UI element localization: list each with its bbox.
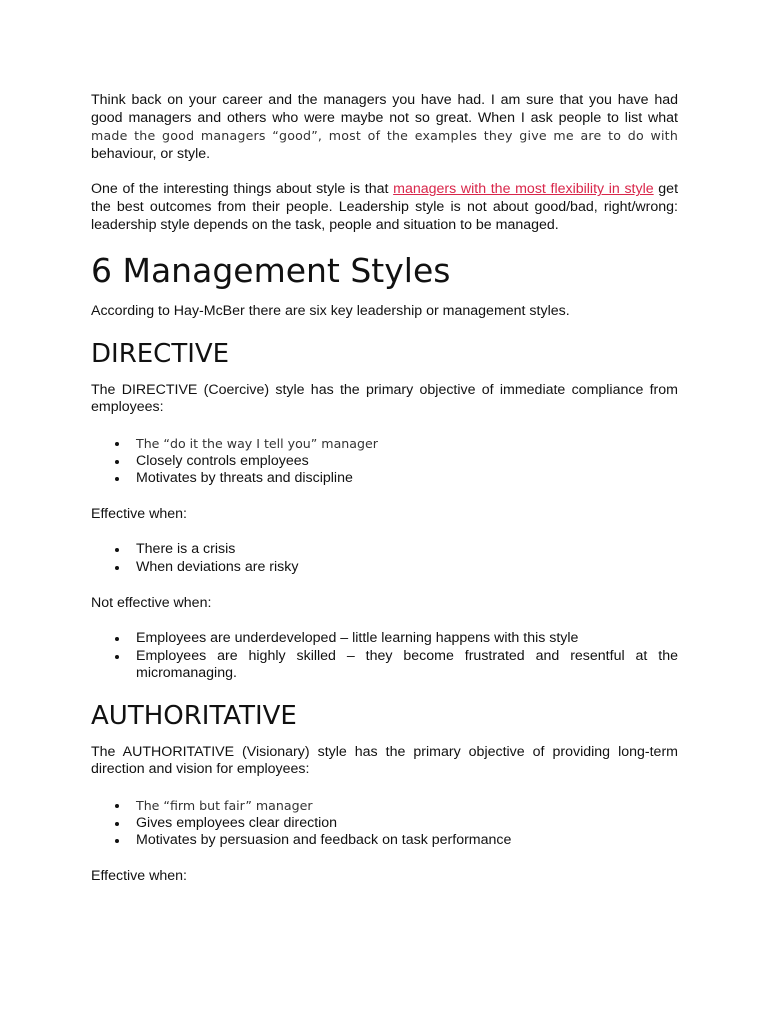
intro-line-1: Think back on your career and the managers you have had. I am sure that you have had good managers and others who were maybe not so great. When I ask people to list what (91, 92, 678, 126)
directive-not-effective-label: Not effective when: (91, 594, 212, 611)
intro-paragraph-1 (91, 92, 678, 163)
list-item: When deviations are risky (91, 559, 678, 577)
intro-line-3: behaviour, or style. (91, 145, 211, 162)
intro-p2-after: get the best outcomes from their people. Leadership style is not about good/bad, right/wrong: leadership style depends on the task, people and situation to be managed. (91, 181, 679, 233)
directive-effective-list (91, 541, 678, 576)
intro-p2-before: One of the interesting things about style is that (91, 181, 394, 198)
authoritative-description: The AUTHORITATIVE (Visionary) style has the primary objective of providing long-term direction and vision for employees: (91, 743, 678, 778)
main-heading: 6 Management Styles (91, 251, 451, 291)
list-item: Closely controls employees (91, 453, 678, 471)
hay-mcber-paragraph: According to Hay-McBer there are six key leadership or management styles. (91, 303, 570, 320)
intro-paragraph-2 (91, 181, 678, 234)
list-item: Employees are underdeveloped – little learning happens with this style (91, 630, 678, 648)
intro-line-2: made the good managers “good”, most of the examples they give me are to do with (91, 128, 678, 144)
list-item: Employees are highly skilled – they become frustrated and resentful at the micromanaging. (91, 648, 678, 683)
list-item: There is a crisis (91, 541, 678, 559)
directive-description: The DIRECTIVE (Coercive) style has the primary objective of immediate compliance from employees: (91, 381, 678, 416)
list-item: The “firm but fair” manager (91, 797, 678, 815)
directive-effective-label: Effective when: (91, 505, 187, 522)
list-item: Motivates by threats and discipline (91, 470, 678, 488)
list-item: Motivates by persuasion and feedback on task performance (91, 832, 678, 850)
list-item: Gives employees clear direction (91, 815, 678, 833)
authoritative-heading: AUTHORITATIVE (91, 700, 297, 731)
directive-heading: DIRECTIVE (91, 338, 230, 369)
directive-not-effective-list (91, 630, 678, 683)
document-page (91, 92, 678, 885)
flexibility-link[interactable]: managers with the most flexibility in style (393, 181, 654, 198)
authoritative-effective-label: Effective when: (91, 867, 187, 884)
list-item: The “do it the way I tell you” manager (91, 435, 678, 453)
authoritative-traits-list (91, 797, 678, 850)
directive-traits-list (91, 435, 678, 488)
